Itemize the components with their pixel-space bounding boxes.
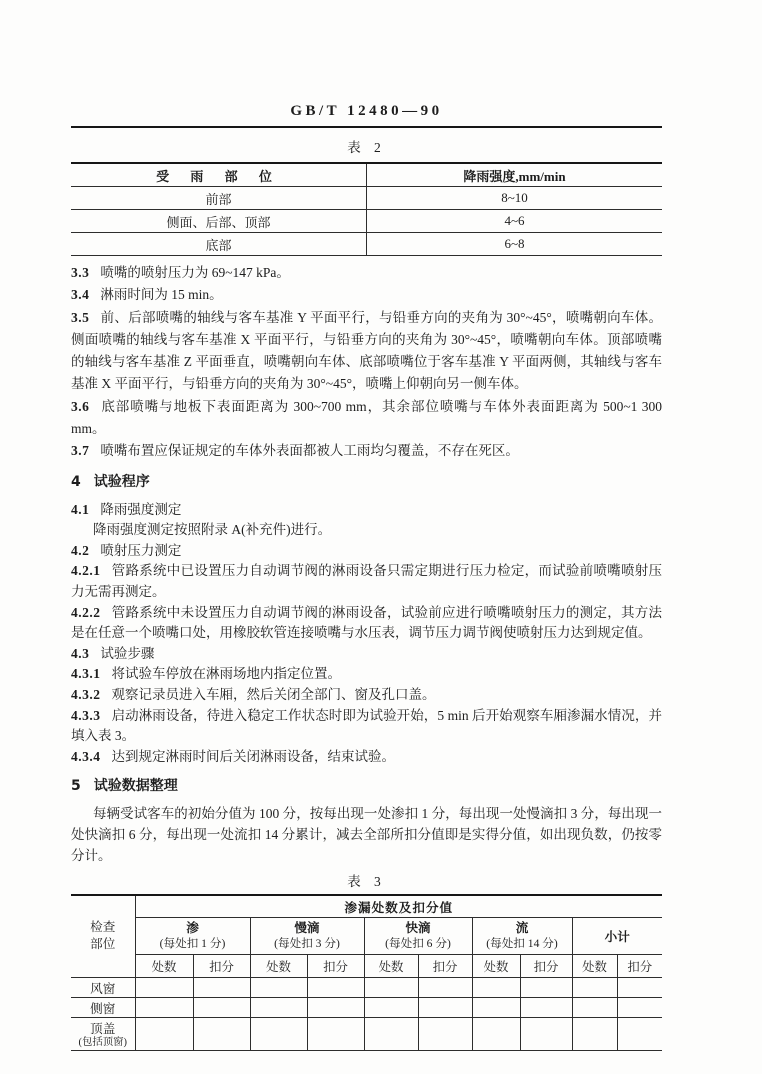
clause-4-2 bbox=[71, 541, 662, 562]
table3-empty-cell bbox=[193, 977, 250, 997]
group-name: 快滴 bbox=[405, 921, 431, 936]
group-note: (每处扣 3 分) bbox=[274, 937, 340, 951]
subheader-deduct: 扣分 bbox=[617, 954, 662, 977]
table3-empty-cell bbox=[364, 977, 418, 997]
clause-text: 将试验车停放在淋雨场地内指定位置。 bbox=[111, 666, 341, 682]
clause-text: 观察记录员进入车厢，然后关闭全部门、窗及孔口盖。 bbox=[111, 687, 436, 703]
clause-text: 启动淋雨设备，待进入稳定工作状态时即为试验开始，5 min 后开始观察车厢渗漏水情况，并填入表 3。 bbox=[71, 707, 662, 744]
table2-cell-value: 8~10 bbox=[367, 187, 663, 210]
table3-empty-cell bbox=[472, 1017, 520, 1050]
subheader-count: 处数 bbox=[135, 954, 193, 977]
rain-intensity-table bbox=[71, 162, 662, 256]
table3-caption: 表 3 bbox=[347, 873, 386, 889]
standard-code: GB/T 12480—90 bbox=[290, 103, 443, 119]
group-name: 慢滴 bbox=[294, 921, 320, 936]
table3-empty-cell bbox=[250, 1017, 307, 1050]
section4-heading bbox=[71, 474, 662, 491]
table3-empty-cell bbox=[364, 1017, 418, 1050]
table3-empty-cell bbox=[617, 977, 662, 997]
table3-group-subtotal: 小计 bbox=[572, 917, 662, 954]
clause-4-2-1 bbox=[71, 561, 662, 602]
inspection-header-line1: 检查 bbox=[90, 920, 116, 935]
table3-empty-cell bbox=[472, 997, 520, 1017]
header-rule bbox=[71, 126, 662, 128]
clause-text: 降雨强度测定 bbox=[100, 501, 182, 517]
subheader-deduct: 扣分 bbox=[520, 954, 572, 977]
clause-text: 达到规定淋雨时间后关闭淋雨设备，结束试验。 bbox=[111, 748, 395, 764]
table3-empty-cell bbox=[572, 1017, 617, 1050]
section-number: 5 bbox=[71, 778, 81, 795]
clause-4-3-3 bbox=[71, 706, 662, 747]
group-note: (每处扣 6 分) bbox=[385, 937, 451, 951]
table3-empty-cell bbox=[520, 997, 572, 1017]
table3-empty-cell bbox=[520, 1017, 572, 1050]
clause-text: 管路系统中已设置压力自动调节阀的淋雨设备只需定期进行压力检定，而试验前喷嘴喷射压力无需再测定。 bbox=[71, 563, 662, 600]
clause-number: 3.4 bbox=[71, 287, 90, 303]
subheader-deduct: 扣分 bbox=[418, 954, 472, 977]
table3-empty-cell bbox=[520, 977, 572, 997]
clause-number: 3.5 bbox=[71, 309, 90, 325]
subheader-count: 处数 bbox=[572, 954, 617, 977]
section-number: 4 bbox=[71, 473, 81, 490]
clause-4-3 bbox=[71, 644, 662, 665]
table2-row-bottom bbox=[71, 233, 662, 256]
table2-row-sides bbox=[71, 210, 662, 233]
group-note: (每处扣 1 分) bbox=[159, 937, 226, 951]
table2-cell-part: 底部 bbox=[71, 233, 367, 256]
row-label bbox=[71, 1017, 135, 1050]
table3-empty-cell bbox=[418, 1017, 472, 1050]
clause-text: 底部喷嘴与地板下表面距离为 300~700 mm，其余部位喷嘴与车体外表面距离为 500~1 300 mm。 bbox=[71, 398, 662, 437]
row-label: 侧窗 bbox=[71, 997, 135, 1017]
group-note: (每处扣 14 分) bbox=[486, 937, 558, 951]
table3-empty-cell bbox=[418, 997, 472, 1017]
table2-cell-value: 4~6 bbox=[367, 210, 663, 233]
table2-row-front bbox=[71, 187, 662, 210]
group-name: 流 bbox=[515, 921, 529, 936]
clause-4-2-2 bbox=[71, 603, 662, 644]
table3-group-slow-drip bbox=[250, 917, 364, 954]
clause-number: 4.3.1 bbox=[71, 666, 101, 682]
table2-header-row bbox=[71, 163, 662, 187]
table3-empty-cell bbox=[617, 1017, 662, 1050]
clause-number: 4.2.1 bbox=[71, 563, 101, 579]
table3-empty-cell bbox=[364, 997, 418, 1017]
table3-banner-row bbox=[71, 895, 662, 918]
clause-3-7 bbox=[71, 440, 662, 462]
inspection-header-line2: 部位 bbox=[90, 937, 116, 952]
row-label-line2: (包括顶窗) bbox=[78, 1037, 127, 1049]
subheader-deduct: 扣分 bbox=[307, 954, 364, 977]
table3-empty-cell bbox=[418, 977, 472, 997]
clause-number: 3.3 bbox=[71, 265, 90, 280]
section4-clauses bbox=[71, 500, 662, 768]
clause-3-4 bbox=[71, 284, 662, 306]
clause-number: 4.2 bbox=[71, 542, 90, 558]
table3-empty-cell bbox=[193, 997, 250, 1017]
clause-number: 3.7 bbox=[71, 443, 90, 459]
clause-number: 4.3.2 bbox=[71, 687, 101, 703]
clause-text: 试验步骤 bbox=[100, 645, 155, 661]
clause-4-3-4 bbox=[71, 747, 662, 768]
table3-empty-cell bbox=[135, 977, 193, 997]
clause-text: 喷嘴布置应保证规定的车体外表面都被人工雨均匀覆盖，不存在死区。 bbox=[100, 443, 519, 459]
clause-4-1 bbox=[71, 500, 662, 521]
subheader-count: 处数 bbox=[250, 954, 307, 977]
clause-4-3-1 bbox=[71, 664, 662, 685]
group-name: 渗 bbox=[186, 921, 199, 936]
table3-group-flow bbox=[472, 917, 572, 954]
table3-empty-cell bbox=[250, 977, 307, 997]
table3-empty-cell bbox=[572, 997, 617, 1017]
clause-3-3 bbox=[71, 262, 662, 284]
table3-group-fast-drip bbox=[364, 917, 472, 954]
table3-inspection-header bbox=[71, 895, 135, 978]
table3-empty-cell bbox=[250, 997, 307, 1017]
table3-empty-cell bbox=[472, 977, 520, 997]
clause-4-3-2 bbox=[71, 685, 662, 706]
subheader-count: 处数 bbox=[364, 954, 418, 977]
table3-empty-cell bbox=[135, 1017, 193, 1050]
clause-number: 4.3.3 bbox=[71, 707, 101, 723]
table2-cell-part: 前部 bbox=[71, 187, 367, 210]
section-title: 试验程序 bbox=[93, 473, 150, 490]
table3-row-side-window bbox=[71, 997, 662, 1017]
clause-number: 4.3.4 bbox=[71, 748, 101, 764]
section5-heading bbox=[71, 778, 662, 795]
table2-cell-part: 侧面、后部、顶部 bbox=[71, 210, 367, 233]
clause-number: 4.1 bbox=[71, 501, 90, 517]
clause-text: 管路系统中未设置压力自动调节阀的淋雨设备，试验前应进行喷嘴喷射压力的测定，其方法是在任意一个喷嘴口处，用橡胶软管连接喷嘴与水压表，调节压力调节阀使喷射压力达到规定值。 bbox=[71, 604, 662, 641]
row-label: 风窗 bbox=[71, 977, 135, 997]
table3-group-header-row bbox=[71, 917, 662, 954]
clause-text: 降雨强度测定按照附录 A(补充件)进行。 bbox=[93, 522, 332, 538]
table3-empty-cell bbox=[135, 997, 193, 1017]
clause-text: 前、后部喷嘴的轴线与客车基准 Y 平面平行，与铅垂方向的夹角为 30°~45°，喷嘴朝向车体。侧面喷嘴的轴线与客车基准 X 平面平行，与铅垂方向的夹角为 30°~45°，喷嘴朝向车体。顶部喷嘴的轴线与客车基准 Z 平面垂直，喷嘴朝向车体、底部喷嘴位于客车基准 Y 平面两侧，其轴线与客车基准 X 平面平行，与铅垂方向的夹角为 30°~45°，喷嘴上仰朝向另一侧车体。 bbox=[71, 309, 662, 392]
table2-header-intensity: 降雨强度,mm/min bbox=[367, 163, 663, 187]
row-label-line1: 顶盖 bbox=[90, 1022, 116, 1037]
table3-subheader-row bbox=[71, 954, 662, 977]
table2-header-part: 受 雨 部 位 bbox=[71, 163, 367, 187]
subheader-deduct: 扣分 bbox=[193, 954, 250, 977]
clause-text: 喷射压力测定 bbox=[100, 542, 182, 558]
table2-cell-value: 6~8 bbox=[367, 233, 663, 256]
section-title: 试验数据整理 bbox=[93, 778, 178, 795]
clause-3-6 bbox=[71, 396, 662, 441]
clause-number: 4.2.2 bbox=[71, 604, 101, 620]
table2-caption: 表 2 bbox=[347, 140, 386, 155]
table3-banner: 渗漏处数及扣分值 bbox=[135, 895, 662, 918]
table3-empty-cell bbox=[572, 977, 617, 997]
table3-empty-cell bbox=[307, 1017, 364, 1050]
clause-4-1-body bbox=[71, 520, 662, 541]
section5-paragraph: 每辆受试客车的初始分值为 100 分，按每出现一处渗扣 1 分，每出现一处慢滴扣 3 分，每出现一处快滴扣 6 分，每出现一处流扣 14 分累计，减去全部所扣分值即是实得分值，如出现负数，仍按零分计。 bbox=[71, 806, 662, 863]
table3-empty-cell bbox=[617, 997, 662, 1017]
page-content bbox=[71, 0, 662, 1051]
table3-empty-cell bbox=[307, 977, 364, 997]
clause-text: 喷嘴的喷射压力为 69~147 kPa。 bbox=[100, 265, 290, 280]
table3-empty-cell bbox=[193, 1017, 250, 1050]
subheader-count: 处数 bbox=[472, 954, 520, 977]
clause-number: 4.3 bbox=[71, 645, 90, 661]
leakage-score-table bbox=[71, 894, 662, 1051]
section3-clauses bbox=[71, 262, 662, 463]
table3-group-seep bbox=[135, 917, 250, 954]
clause-3-5 bbox=[71, 307, 662, 396]
table3-empty-cell bbox=[307, 997, 364, 1017]
clause-number: 3.6 bbox=[71, 398, 90, 414]
clause-text: 淋雨时间为 15 min。 bbox=[100, 287, 223, 303]
table3-row-windshield bbox=[71, 977, 662, 997]
table3-row-roof bbox=[71, 1017, 662, 1050]
